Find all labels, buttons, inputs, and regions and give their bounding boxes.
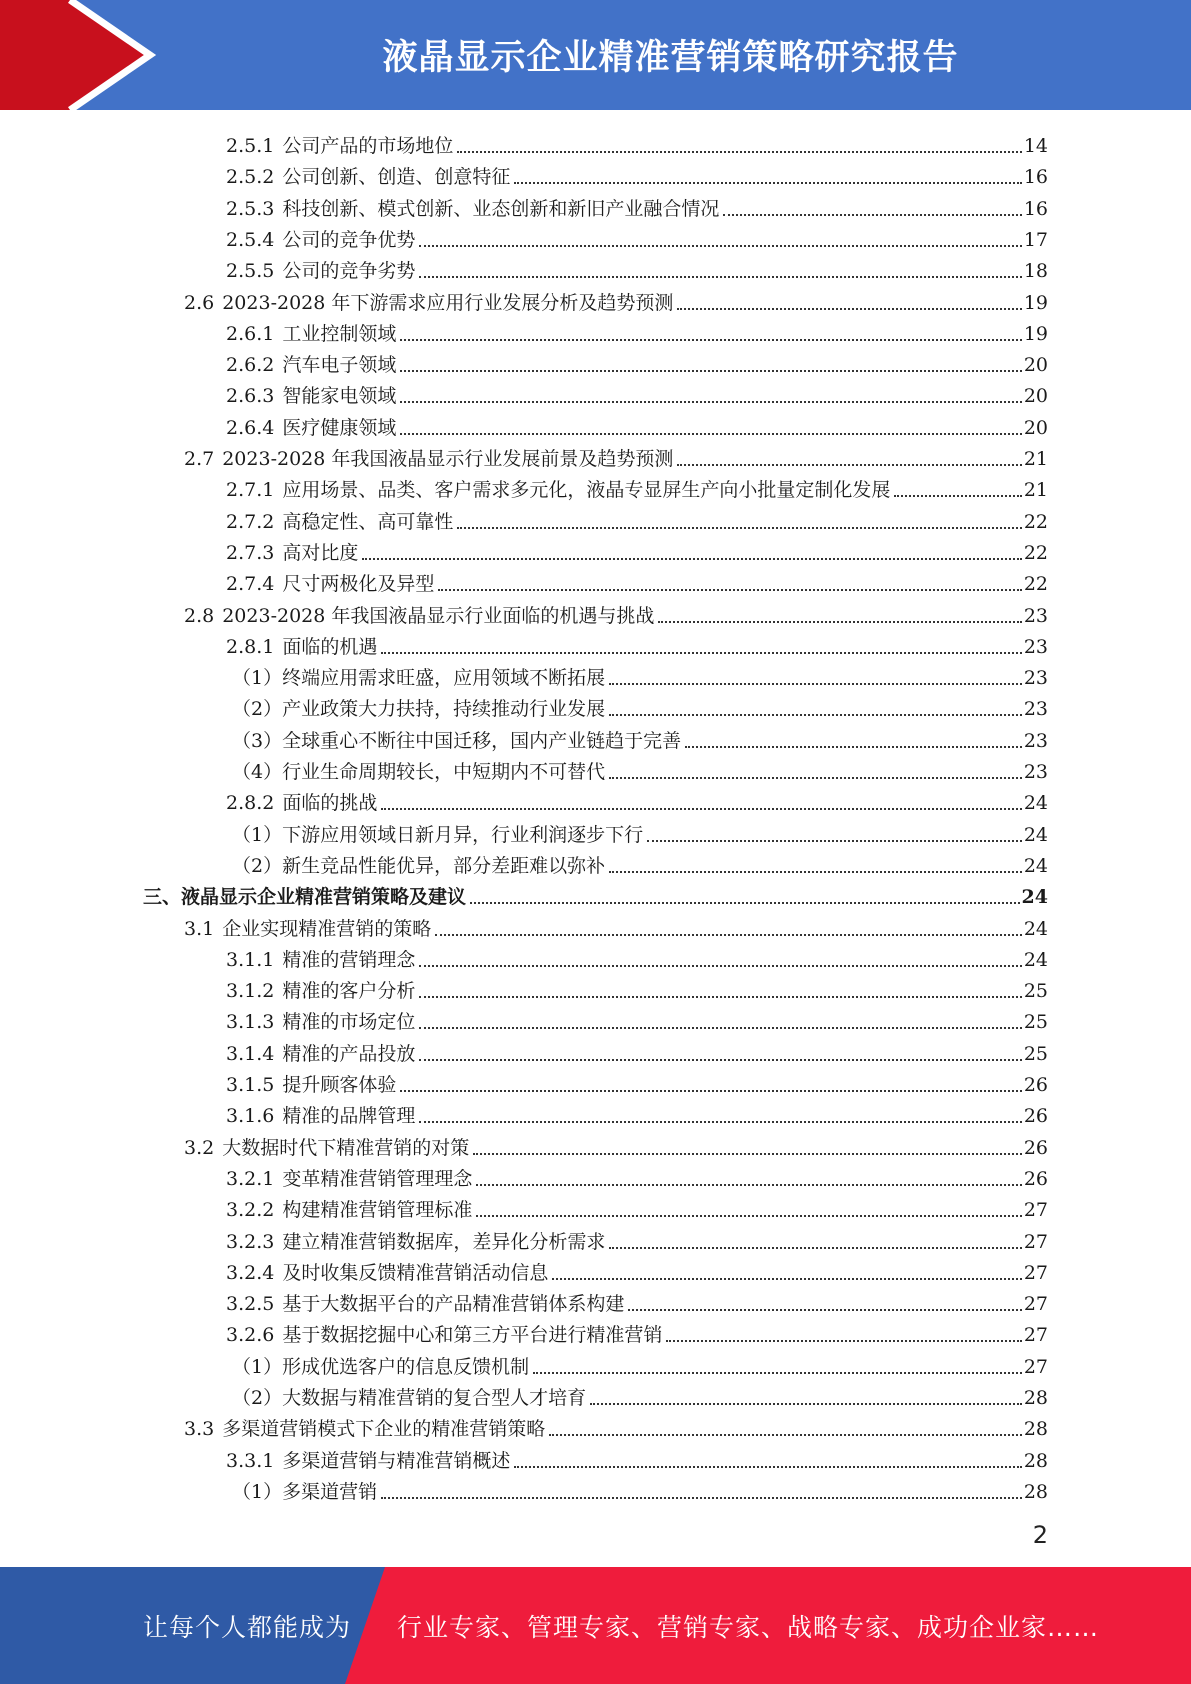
toc-entry-number: 2.7.4 xyxy=(226,573,275,596)
toc-leader-dots xyxy=(609,683,1022,685)
toc-leader-dots xyxy=(419,245,1021,247)
toc-entry[interactable] xyxy=(226,503,1048,534)
toc-entry[interactable] xyxy=(232,847,1048,878)
toc-entry[interactable] xyxy=(226,190,1048,221)
toc-leader-dots xyxy=(400,370,1021,372)
toc-leader-dots xyxy=(647,840,1022,842)
toc-entry-number: （1） xyxy=(232,1480,283,1503)
page-footer xyxy=(0,1567,1191,1684)
toc-entry[interactable] xyxy=(232,1348,1048,1379)
toc-entry-title: 多渠道营销 xyxy=(282,1480,378,1503)
toc-entry-title: 汽车电子领域 xyxy=(282,354,397,377)
toc-entry-page: 28 xyxy=(1023,1480,1048,1503)
toc-entry-title: 2023-2028 年我国液晶显示行业发展前景及趋势预测 xyxy=(222,448,674,470)
toc-entry-page: 27 xyxy=(1023,1293,1048,1316)
toc-entry-number: （1） xyxy=(232,1355,283,1378)
toc-entry-title: 行业生命周期较长，中短期内不可替代 xyxy=(282,761,606,783)
toc-entry[interactable] xyxy=(226,1316,1048,1347)
toc-entry[interactable] xyxy=(226,315,1048,346)
toc-entry[interactable] xyxy=(184,1410,1048,1441)
toc-entry-number: 3.1.4 xyxy=(226,1042,275,1065)
toc-entry[interactable] xyxy=(226,1035,1048,1066)
toc-entry-page: 23 xyxy=(1023,667,1048,690)
toc-leader-dots xyxy=(419,1027,1021,1029)
toc-entry[interactable] xyxy=(226,409,1048,440)
toc-entry[interactable] xyxy=(232,722,1048,753)
toc-entry-title: 2023-2028 年下游需求应用行业发展分析及趋势预测 xyxy=(222,291,674,314)
toc-leader-dots xyxy=(723,214,1021,216)
toc-entry-number: 3.1.2 xyxy=(226,980,275,1003)
toc-entry-number: 3.3.1 xyxy=(226,1449,275,1472)
toc-entry-title: 多渠道营销与精准营销概述 xyxy=(282,1449,511,1472)
toc-entry-number: （2） xyxy=(232,698,283,721)
toc-entry-title: 企业实现精准营销的策略 xyxy=(222,917,432,940)
toc-entry-page: 14 xyxy=(1023,135,1048,157)
toc-entry[interactable] xyxy=(232,753,1048,784)
toc-leader-dots xyxy=(609,871,1022,873)
toc-leader-dots xyxy=(419,1059,1021,1061)
toc-entry-number: 3.2.3 xyxy=(226,1230,275,1253)
toc-entry-title: 提升顾客体验 xyxy=(282,1074,397,1096)
toc-entry-page: 22 xyxy=(1023,541,1048,564)
toc-entry[interactable] xyxy=(226,1066,1048,1097)
toc-entry-page: 27 xyxy=(1023,1261,1048,1284)
toc-leader-dots xyxy=(658,621,1021,623)
toc-entry[interactable] xyxy=(226,252,1048,283)
toc-entry[interactable] xyxy=(232,1379,1048,1410)
toc-entry-number: （2） xyxy=(232,854,283,877)
toc-entry[interactable] xyxy=(184,1129,1048,1160)
toc-entry-title: 公司的竞争优势 xyxy=(282,228,416,251)
toc-entry-page: 25 xyxy=(1023,980,1048,1003)
toc-entry-number: 3.2.2 xyxy=(226,1199,275,1222)
toc-entry-page: 26 xyxy=(1023,1136,1048,1159)
toc-leader-dots xyxy=(514,1466,1021,1468)
toc-leader-dots xyxy=(677,308,1021,310)
toc-entry-title: 形成优选客户的信息反馈机制 xyxy=(282,1355,530,1378)
toc-leader-dots xyxy=(549,1434,1022,1436)
toc-entry[interactable] xyxy=(226,1442,1048,1473)
toc-entry[interactable] xyxy=(226,1160,1048,1191)
toc-entry-page: 24 xyxy=(1023,917,1048,940)
toc-entry-title: 全球重心不断往中国迁移，国内产业链趋于完善 xyxy=(282,729,682,752)
toc-leader-dots xyxy=(590,1403,1022,1405)
toc-entry[interactable] xyxy=(184,910,1048,941)
toc-entry-number: 2.6 xyxy=(184,291,215,314)
toc-leader-dots xyxy=(419,276,1021,278)
toc-entry-number: 2.8.2 xyxy=(226,792,275,815)
toc-entry-page: 26 xyxy=(1023,1167,1048,1190)
toc-entry-page: 26 xyxy=(1023,1074,1048,1096)
toc-entry-number: 2.7.1 xyxy=(226,479,275,502)
toc-leader-dots xyxy=(609,1247,1021,1249)
toc-entry-number: 2.5.4 xyxy=(226,228,275,251)
toc-entry-page: 26 xyxy=(1023,1105,1048,1128)
toc-entry[interactable] xyxy=(232,690,1048,721)
toc-entry-title: 科技创新、模式创新、业态创新和新旧产业融合情况 xyxy=(282,197,720,220)
toc-leader-dots xyxy=(533,1372,1022,1374)
toc-leader-dots xyxy=(609,777,1022,779)
toc-leader-dots xyxy=(381,1497,1022,1499)
toc-entry-title: 建立精准营销数据库，差异化分析需求 xyxy=(282,1230,606,1253)
toc-entry-number: （2） xyxy=(232,1387,283,1409)
toc-entry-page: 23 xyxy=(1023,729,1048,752)
toc-entry-number: 3.1.3 xyxy=(226,1011,275,1034)
toc-entry[interactable] xyxy=(232,659,1048,690)
toc-entry-title: 变革精准营销管理理念 xyxy=(282,1167,473,1190)
toc-entry-page: 24 xyxy=(1023,948,1048,971)
toc-entry-page: 28 xyxy=(1023,1387,1048,1409)
toc-entry-number: 2.5.1 xyxy=(226,135,275,157)
toc-entry-title: 高稳定性、高可靠性 xyxy=(282,510,454,533)
toc-entry[interactable] xyxy=(226,784,1048,815)
toc-leader-dots xyxy=(609,714,1022,716)
toc-leader-dots xyxy=(438,589,1021,591)
toc-entry-page: 23 xyxy=(1023,761,1048,783)
toc-entry[interactable] xyxy=(184,284,1048,315)
toc-leader-dots xyxy=(473,1153,1022,1155)
toc-entry-title: 新生竞品性能优异，部分差距难以弥补 xyxy=(282,854,606,877)
toc-entry-number: 3.1.5 xyxy=(226,1074,275,1096)
toc-entry-page: 22 xyxy=(1023,573,1048,596)
toc-entry-page: 25 xyxy=(1023,1042,1048,1065)
toc-entry-page: 27 xyxy=(1023,1355,1048,1378)
toc-entry-number: 2.8.1 xyxy=(226,635,275,658)
toc-entry[interactable] xyxy=(143,878,1048,909)
toc-entry-title: 及时收集反馈精准营销活动信息 xyxy=(282,1261,549,1284)
toc-entry-number: 3.2.1 xyxy=(226,1167,275,1190)
toc-entry-number: 2.6.4 xyxy=(226,416,275,439)
toc-entry-title: 大数据时代下精准营销的对策 xyxy=(222,1136,470,1159)
toc-entry[interactable] xyxy=(226,127,1048,158)
toc-entry-page: 28 xyxy=(1023,1418,1048,1441)
toc-entry-number: 3.1.1 xyxy=(226,948,275,971)
toc-entry-title: 精准的营销理念 xyxy=(282,948,416,971)
toc-entry-page: 27 xyxy=(1023,1230,1048,1253)
toc-entry-title: 公司的竞争劣势 xyxy=(282,260,416,283)
toc-leader-dots xyxy=(457,527,1021,529)
toc-leader-dots xyxy=(381,808,1021,810)
toc-leader-dots xyxy=(476,1184,1021,1186)
toc-leader-dots xyxy=(628,1309,1021,1311)
toc-entry-title: 智能家电领域 xyxy=(282,385,397,408)
footer-slogan-right: 行业专家、管理专家、营销专家、战略专家、成功企业家…… xyxy=(397,1612,1100,1642)
toc-entry[interactable] xyxy=(184,597,1048,628)
toc-entry-number: 3.2.6 xyxy=(226,1324,275,1347)
toc-leader-dots xyxy=(476,1215,1021,1217)
toc-entry-title: 面临的机遇 xyxy=(282,635,378,658)
toc-leader-dots xyxy=(400,1090,1021,1092)
toc-entry-page: 20 xyxy=(1023,354,1048,377)
toc-entry-title: 2023-2028 年我国液晶显示行业面临的机遇与挑战 xyxy=(222,604,655,627)
toc-entry-title: 构建精准营销管理标准 xyxy=(282,1199,473,1222)
toc-entry[interactable] xyxy=(226,377,1048,408)
toc-entry-number: （3） xyxy=(232,729,283,752)
toc-leader-dots xyxy=(400,339,1021,341)
toc-entry-page: 19 xyxy=(1023,322,1048,345)
toc-entry-title: 液晶显示企业精准营销策略及建议 xyxy=(181,886,467,909)
toc-leader-dots xyxy=(362,558,1021,560)
page-header xyxy=(0,0,1191,110)
toc-entry-number: 2.5.5 xyxy=(226,260,275,283)
toc-entry-page: 19 xyxy=(1023,291,1048,314)
toc-entry-page: 17 xyxy=(1023,228,1048,251)
toc-entry-number: 3.2.4 xyxy=(226,1261,275,1284)
toc-entry-title: 基于大数据平台的产品精准营销体系构建 xyxy=(282,1293,625,1316)
toc-entry-number: 2.5.2 xyxy=(226,166,275,189)
toc-entry-page: 20 xyxy=(1023,416,1048,439)
toc-entry-page: 21 xyxy=(1023,479,1048,502)
toc-leader-dots xyxy=(381,652,1021,654)
toc-entry-number: 2.8 xyxy=(184,604,215,627)
toc-leader-dots xyxy=(677,464,1021,466)
toc-entry[interactable] xyxy=(226,1097,1048,1128)
toc-entry-page: 24 xyxy=(1023,854,1048,877)
toc-entry-number: 3.2.5 xyxy=(226,1293,275,1316)
toc-entry-page: 25 xyxy=(1023,1011,1048,1034)
toc-entry-title: 精准的市场定位 xyxy=(282,1011,416,1034)
toc-entry-page: 23 xyxy=(1023,635,1048,658)
toc-entry[interactable] xyxy=(226,534,1048,565)
toc-entry[interactable] xyxy=(226,941,1048,972)
toc-entry-number: （1） xyxy=(232,667,283,690)
toc-entry-page: 21 xyxy=(1023,448,1048,470)
toc-entry[interactable] xyxy=(226,158,1048,189)
toc-leader-dots xyxy=(470,902,1020,904)
toc-entry[interactable] xyxy=(226,1285,1048,1316)
toc-leader-dots xyxy=(419,965,1021,967)
toc-entry-number: 2.6.2 xyxy=(226,354,275,377)
toc-entry[interactable] xyxy=(226,628,1048,659)
toc-entry-title: 大数据与精准营销的复合型人才培育 xyxy=(282,1387,587,1409)
toc-entry-page: 27 xyxy=(1023,1199,1048,1222)
toc-entry-page: 24 xyxy=(1023,823,1048,846)
toc-entry-number: 3.3 xyxy=(184,1418,215,1441)
toc-entry-number: 2.5.3 xyxy=(226,197,275,220)
toc-leader-dots xyxy=(400,401,1021,403)
toc-entry-title: 尺寸两极化及异型 xyxy=(282,573,435,596)
toc-entry-title: 高对比度 xyxy=(282,541,359,564)
toc-entry-title: 多渠道营销模式下企业的精准营销策略 xyxy=(222,1418,546,1441)
toc-leader-dots xyxy=(514,182,1021,184)
toc-leader-dots xyxy=(685,746,1022,748)
toc-entry-title: 医疗健康领域 xyxy=(282,416,397,439)
toc-leader-dots xyxy=(400,433,1021,435)
toc-leader-dots xyxy=(894,495,1021,497)
toc-entry[interactable] xyxy=(226,221,1048,252)
toc-entry-title: 公司产品的市场地位 xyxy=(282,135,454,157)
toc-entry-number: （4） xyxy=(232,761,283,783)
toc-entry-page: 28 xyxy=(1023,1449,1048,1472)
toc-entry-title: 产业政策大力扶持，持续推动行业发展 xyxy=(282,698,606,721)
footer-slogan-left: 让每个人都能成为 xyxy=(143,1612,352,1642)
toc-leader-dots xyxy=(419,996,1021,998)
toc-leader-dots xyxy=(666,1340,1021,1342)
page-number: 2 xyxy=(1032,1521,1048,1549)
toc-entry[interactable] xyxy=(226,471,1048,502)
toc-entry-number: 3.2 xyxy=(184,1136,215,1159)
toc-entry-page: 23 xyxy=(1023,604,1048,627)
toc-entry-title: 精准的客户分析 xyxy=(282,980,416,1003)
toc-entry-number: 2.7.2 xyxy=(226,510,275,533)
toc-entry-number: （1） xyxy=(232,823,283,846)
toc-entry-number: 3.1.6 xyxy=(226,1105,275,1128)
toc-entry-page: 23 xyxy=(1023,698,1048,721)
toc-entry[interactable] xyxy=(232,1473,1048,1504)
toc-entry[interactable] xyxy=(232,816,1048,847)
report-title: 液晶显示企业精准营销策略研究报告 xyxy=(382,38,959,78)
toc-entry-page: 27 xyxy=(1023,1324,1048,1347)
toc-entry-title: 应用场景、品类、客户需求多元化，液晶专显屏生产向小批量定制化发展 xyxy=(282,479,891,502)
toc-entry[interactable] xyxy=(226,1003,1048,1034)
toc-leader-dots xyxy=(457,151,1021,153)
toc-entry-title: 下游应用领域日新月异，行业利润逐步下行 xyxy=(282,823,644,846)
toc-entry-page: 20 xyxy=(1023,385,1048,408)
toc-entry-page: 16 xyxy=(1023,197,1048,220)
toc-entry-page: 22 xyxy=(1023,510,1048,533)
toc-leader-dots xyxy=(435,934,1022,936)
toc-entry-title: 工业控制领域 xyxy=(282,322,397,345)
toc-entry[interactable] xyxy=(226,565,1048,596)
toc-entry-title: 精准的品牌管理 xyxy=(282,1105,416,1128)
toc-entry[interactable] xyxy=(226,1191,1048,1222)
toc-entry-number: 2.6.1 xyxy=(226,322,275,345)
toc-leader-dots xyxy=(552,1278,1021,1280)
toc-entry-number: 2.6.3 xyxy=(226,385,275,408)
toc-entry[interactable] xyxy=(226,1223,1048,1254)
toc-entry[interactable] xyxy=(184,440,1048,471)
toc-entry[interactable] xyxy=(226,346,1048,377)
toc-entry-page: 16 xyxy=(1023,166,1048,189)
toc-entry-number: 3.1 xyxy=(184,917,215,940)
toc-entry-page: 24 xyxy=(1023,792,1048,815)
toc-entry-page: 24 xyxy=(1021,886,1048,909)
toc-entry-title: 公司创新、创造、创意特征 xyxy=(282,166,511,189)
toc-entry-title: 基于数据挖掘中心和第三方平台进行精准营销 xyxy=(282,1324,663,1347)
toc-entry[interactable] xyxy=(226,1254,1048,1285)
toc-entry[interactable] xyxy=(226,972,1048,1003)
toc-entry-page: 18 xyxy=(1023,260,1048,283)
toc-entry-title: 终端应用需求旺盛，应用领域不断拓展 xyxy=(282,667,606,690)
toc-entry-number: 2.7 xyxy=(184,448,215,470)
toc-entry-title: 面临的挑战 xyxy=(282,792,378,815)
toc-entry-number: 三、 xyxy=(143,886,182,909)
toc-entry-title: 精准的产品投放 xyxy=(282,1042,416,1065)
toc-leader-dots xyxy=(419,1121,1021,1123)
toc-entry-number: 2.7.3 xyxy=(226,541,275,564)
